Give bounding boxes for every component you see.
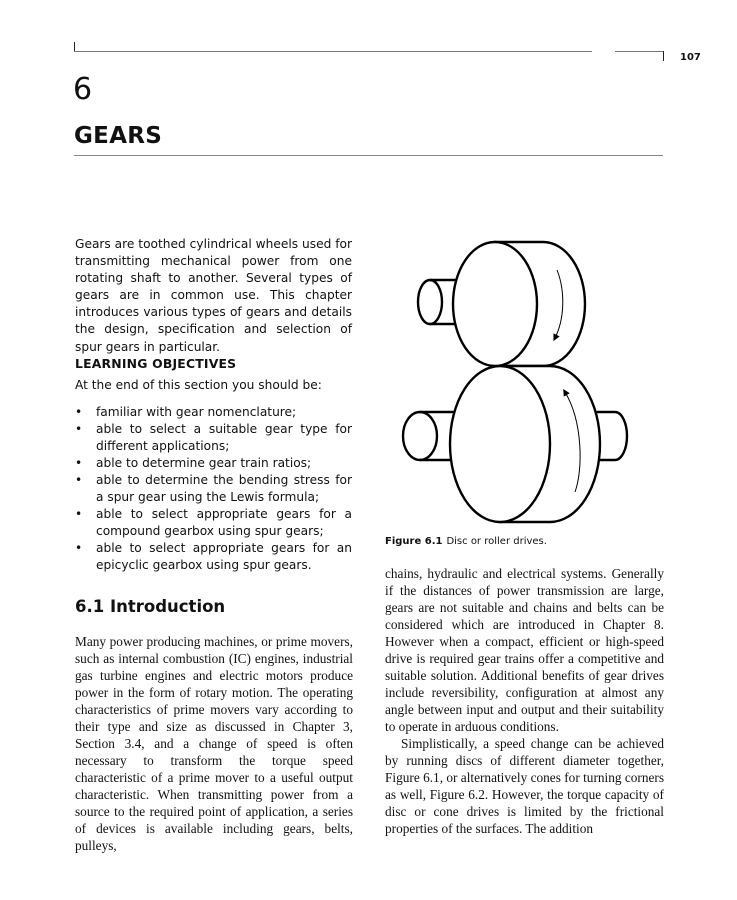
body-paragraph: chains, hydraulic and electrical systems. Generally if the distances of power transmission are large, gears are not suitable and chains and belts can be considered which are introduced in Chapter 8. However when a compact, efficient or high-speed drive is required gear trains offer a competitive and suitable solution. Additional benefits of gear drives include reversibility, configuration at almost any angle between input and output and their suitability to operate in arduous conditions. (385, 566, 664, 734)
objective-text: able to select appropriate gears for a compound gearbox using spur gears; (96, 507, 352, 538)
objective-item (75, 472, 352, 506)
body-right-column (385, 565, 664, 837)
figure-label: Figure 6.1 (385, 536, 443, 547)
bullet-icon: • (75, 541, 83, 555)
objective-text: familiar with gear nomenclature; (96, 405, 297, 419)
objective-text: able to select a suitable gear type for different applications; (96, 422, 352, 453)
body-paragraph: Simplistically, a speed change can be achieved by running discs of different diameter together, Figure 6.1, or alternatively cones for turning corners as well, Figure 6.2. However, the torque capacity of disc or cone drives is limited by the frictional properties of the surfaces. The addition (385, 736, 664, 836)
header-rule (74, 51, 592, 52)
lower-roller (403, 366, 627, 522)
bullet-icon: • (75, 405, 83, 419)
objective-item (75, 455, 352, 472)
chapter-title: GEARS (74, 123, 163, 149)
lower-disc-face (450, 366, 550, 522)
intro-paragraph: Gears are toothed cylindrical wheels used for transmitting mechanical power from one rotating shaft to another. Several types of gears are in common use. This chapter introduces various types of gears and details the design, specification and selection of spur gears in particular. (75, 237, 352, 354)
upper-disc-face (453, 242, 537, 366)
body-left-column: Many power producing machines, or prime movers, such as internal combustion (IC) engines, industrial gas turbine engines and electric motors produce power in the form of rotary motion. The operating characteristics of prime movers vary according to their type and size as discussed in Chapter 3, Section 3.4, and a change of speed is often necessary to transform the torque speed characteristic of a prime mover to a useful output characteristic. When transmitting power from a source to the required point of application, a series of devices is available including gears, belts, pulleys, (75, 634, 353, 853)
chapter-number: 6 (73, 72, 93, 107)
bullet-icon: • (75, 456, 83, 470)
section-heading: 6.1 Introduction (75, 597, 226, 616)
upper-roller (418, 242, 585, 366)
figure-caption (385, 536, 547, 547)
title-rule (74, 155, 663, 156)
lower-shaft-left-end (403, 412, 437, 460)
objectives-lead: At the end of this section you should be: (75, 378, 322, 392)
bullet-icon: • (75, 507, 83, 521)
objective-text: able to determine the bending stress for a spur gear using the Lewis formula; (96, 473, 352, 504)
objective-text: able to determine gear train ratios; (96, 456, 312, 470)
bullet-icon: • (75, 422, 83, 436)
objective-item (75, 421, 352, 455)
objective-item (75, 506, 352, 540)
figure-caption-text: Disc or roller drives. (446, 536, 547, 547)
objectives-list (75, 404, 352, 574)
header-right-tick (663, 51, 664, 61)
objective-text: able to select appropriate gears for an epicyclic gearbox using spur gears. (96, 541, 352, 572)
upper-shaft-left-end (418, 280, 442, 324)
disc-drive-figure (385, 232, 665, 532)
objectives-heading: LEARNING OBJECTIVES (75, 356, 237, 371)
bullet-icon: • (75, 473, 83, 487)
header-rule-short (615, 51, 663, 52)
page-number: 107 (680, 52, 701, 63)
objective-item (75, 404, 352, 421)
objective-item (75, 540, 352, 574)
